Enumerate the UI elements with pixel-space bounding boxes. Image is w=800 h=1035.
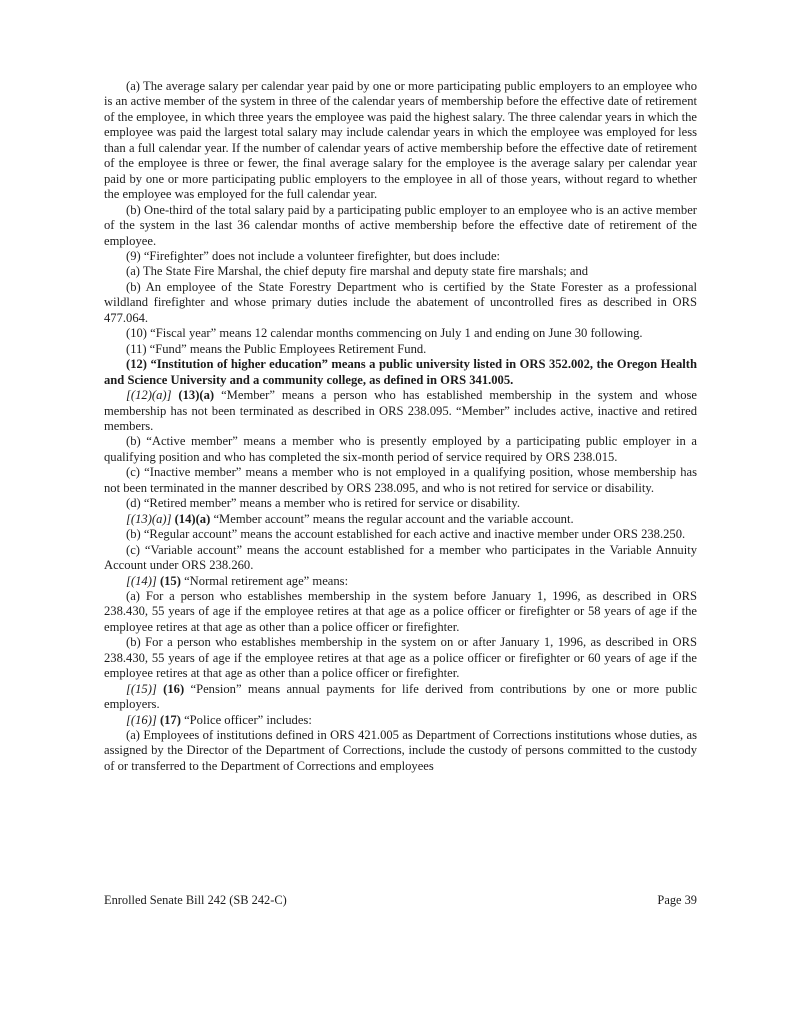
paragraph [104, 434, 697, 465]
text-run: (b) An employee of the State Forestry Department who is certified by the State Forester as a professional wildland firefighter and whose primary duties include the abatement of uncontrolled fires as described in ORS 477.064. [104, 279, 697, 325]
paragraph [104, 635, 697, 681]
text-run: (14)(a) [171, 511, 211, 526]
text-run: [(14)] [126, 573, 157, 588]
paragraph [104, 249, 697, 264]
text-run: (10) “Fiscal year” means 12 calendar months commencing on July 1 and ending on June 30 following. [126, 326, 643, 341]
footer-page-number: Page 39 [657, 893, 697, 907]
text-run: (b) One-third of the total salary paid by a participating public employer to an employee who is an active member of the system in the last 36 calendar months of active membership before the effective date of retirement of the employee. [104, 202, 697, 248]
text-run: “Police officer” includes: [180, 712, 312, 727]
paragraph [104, 574, 697, 589]
paragraph [104, 326, 697, 341]
paragraph [104, 388, 697, 434]
paragraph [104, 280, 697, 326]
text-run: (13)(a) [171, 388, 215, 403]
paragraph [104, 342, 697, 357]
text-run: (a) The State Fire Marshal, the chief deputy fire marshal and deputy state fire marshals; and [126, 264, 589, 279]
paragraph [104, 543, 697, 574]
text-run: “Member account” means the regular account and the variable account. [210, 511, 574, 526]
text-run: [(12)(a)] [126, 388, 172, 403]
page-footer [104, 893, 697, 908]
paragraph [104, 203, 697, 249]
text-run: (11) “Fund” means the Public Employees Retirement Fund. [126, 341, 427, 356]
text-run: (16) [156, 681, 185, 696]
paragraph [104, 512, 697, 527]
paragraph [104, 527, 697, 542]
text-run: (9) “Firefighter” does not include a volunteer firefighter, but does include: [126, 248, 501, 263]
paragraph [104, 682, 697, 713]
paragraph [104, 728, 697, 774]
paragraph [104, 357, 697, 388]
footer-bill-title: Enrolled Senate Bill 242 (SB 242-C) [104, 893, 287, 907]
text-run: (b) “Regular account” means the account established for each active and inactive member under ORS 238.250. [126, 527, 686, 542]
text-run: (a) Employees of institutions defined in ORS 421.005 as Department of Corrections institutions whose duties, as assigned by the Director of the Department of Corrections, include the custody of persons committed to the custody of or transferred to the Department of Corrections and employees [104, 728, 697, 773]
text-run: (c) “Inactive member” means a member who is not employed in a qualifying position, whose membership has not been terminated in the manner described by ORS 238.095, and who is not retired for service or disability. [104, 465, 697, 495]
text-run: (c) “Variable account” means the account established for a member who participates in the Variable Annuity Account under ORS 238.260. [104, 542, 697, 573]
text-run: (b) For a person who establishes membership in the system on or after January 1, 1996, as described in ORS 238.430, 55 years of age if the employee retires at that age as a police officer or firefighter or 60 years of age if the employee retires at that age as other than a police officer or firefighter. [104, 635, 697, 681]
paragraph [104, 713, 697, 728]
paragraph [104, 79, 697, 203]
text-run: [(16)] [126, 712, 157, 727]
text-run: (15) [156, 573, 181, 588]
text-run: (12) “Institution of higher education” means a public university listed in ORS 352.002, the Oregon Health and Science University and a community college, as defined in ORS 341.005. [104, 357, 697, 387]
paragraph [104, 589, 697, 635]
text-run: (a) The average salary per calendar year paid by one or more participating public employers to an employee who is an active member of the system in three of the calendar years of membership before the effective date of retirement of the employee, in which three years the employee was paid the highest salary. The three calendar years in which the employee was paid the largest total salary may include calendar years in which the employee was employed for less than a full calendar year. If the number of calendar years of active membership before the effective date of retirement of the employee is three or fewer, the final average salary for the employee is the average salary per calendar year paid by one or more participating public employers to the employee in all of those years, without regard to whether the employee was employed for the full calendar year. [104, 79, 697, 202]
text-run: (b) “Active member” means a member who is presently employed by a participating public employer in a qualifying position and who has completed the six-month period of service required by ORS 238.015. [104, 434, 697, 464]
text-run: [(15)] [126, 681, 157, 696]
paragraph [104, 496, 697, 511]
text-run: “Normal retirement age” means: [180, 573, 349, 588]
text-run: (d) “Retired member” means a member who is retired for service or disability. [126, 496, 520, 511]
document-body [104, 79, 697, 774]
text-run: [(13)(a)] [126, 511, 172, 526]
text-run: “Member” means a person who has established membership in the system and whose membership has not been terminated as described in ORS 238.095. “Member” includes active, inactive and retired members. [104, 388, 697, 433]
paragraph [104, 264, 697, 279]
paragraph [104, 465, 697, 496]
text-run: (17) [156, 712, 181, 727]
text-run: “Pension” means annual payments for life derived from contributions by one or more public employers. [104, 681, 697, 712]
text-run: (a) For a person who establishes membership in the system before January 1, 1996, as described in ORS 238.430, 55 years of age if the employee retires at that age as a police officer or firefighter or 58 years of age if the employee retires at that age as other than a police officer or firefighter. [104, 588, 697, 634]
